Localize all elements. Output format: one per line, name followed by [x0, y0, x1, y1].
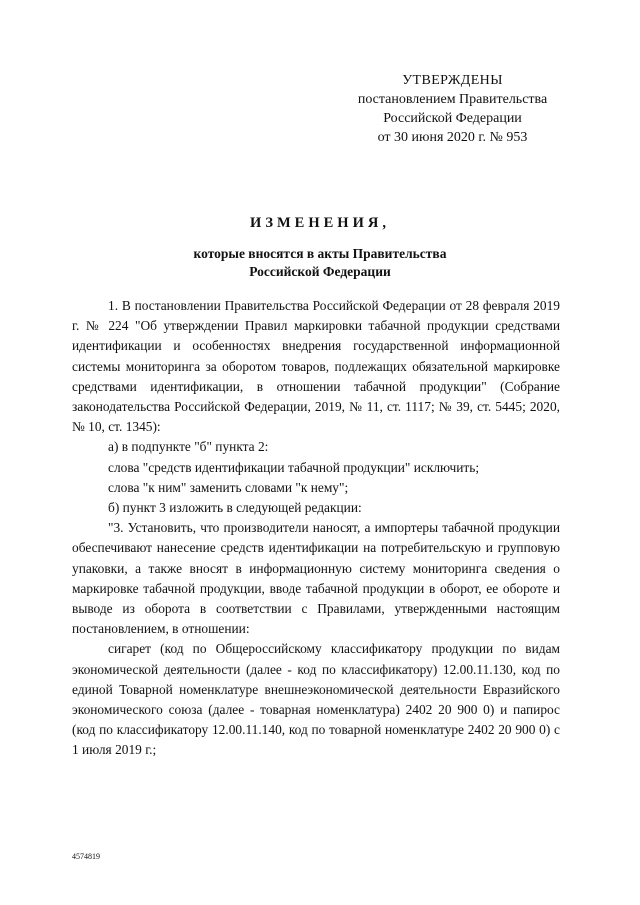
- subtitle-line-1: которые вносятся в акты Правительства: [193, 246, 447, 261]
- paragraph-4: слова "к ним" заменить словами "к нему";: [108, 479, 349, 495]
- paragraph-7: сигарет (код по Общероссийскому классификатору продукции по видам экономической деятельности (далее - код по классификатору) 12.00.11.130, код по единой Товарной номенклатуре внешнеэкономической деятельности Евразийского экономического союза (далее - товарная номенклатура) 2402 20 900 0) и папирос (код по классификатору 12.00.11.140, код по товарной номенклатуре 2402 20 900 0) с 1 июля 2019 г.;: [72, 641, 560, 758]
- approval-stamp: [330, 71, 575, 147]
- approval-line-federation: Российской Федерации: [383, 111, 522, 126]
- document-title: ИЗМЕНЕНИЯ,: [250, 215, 390, 231]
- document-body: [72, 296, 560, 761]
- approval-line-date-number: от 30 июня 2020 г. № 953: [377, 130, 528, 145]
- paragraph-2: а) в подпункте "б" пункта 2:: [108, 439, 269, 455]
- paragraph-3: слова "средств идентификации табачной продукции" исключить;: [108, 459, 480, 475]
- document-footer-code: 4574819: [72, 852, 100, 861]
- document-subtitle: [0, 245, 640, 281]
- approval-heading: УТВЕРЖДЕНЫ: [402, 73, 503, 88]
- paragraph-5: б) пункт 3 изложить в следующей редакции:: [108, 500, 362, 516]
- subtitle-line-2: Российской Федерации: [249, 264, 391, 279]
- paragraph-6: "3. Установить, что производители наносят, а импортеры табачной продукции обеспечивают нанесение средств идентификации на потребительскую и групповую упаковки, а также вносят в информационную систему мониторинга сведения о маркировке табачной продукции, вводе табачной продукции в оборот, ее обороте и выводе из оборота в соответствии с Правилами, утвержденными настоящим постановлением, в отношении:: [72, 520, 560, 637]
- approval-line-authority: постановлением Правительства: [357, 92, 548, 107]
- paragraph-1: 1. В постановлении Правительства Российской Федерации от 28 февраля 2019 г. № 224 "Об утверждении Правил маркировки табачной продукции средствами идентификации и особенностях внедрения государственной информационной системы мониторинга за оборотом товаров, подлежащих обязательной маркировке средствами идентификации, в отношении табачной продукции" (Собрание законодательства Российской Федерации, 2019, № 11, ст. 1117; № 39, ст. 5445; 2020, № 10, ст. 1345):: [72, 298, 560, 435]
